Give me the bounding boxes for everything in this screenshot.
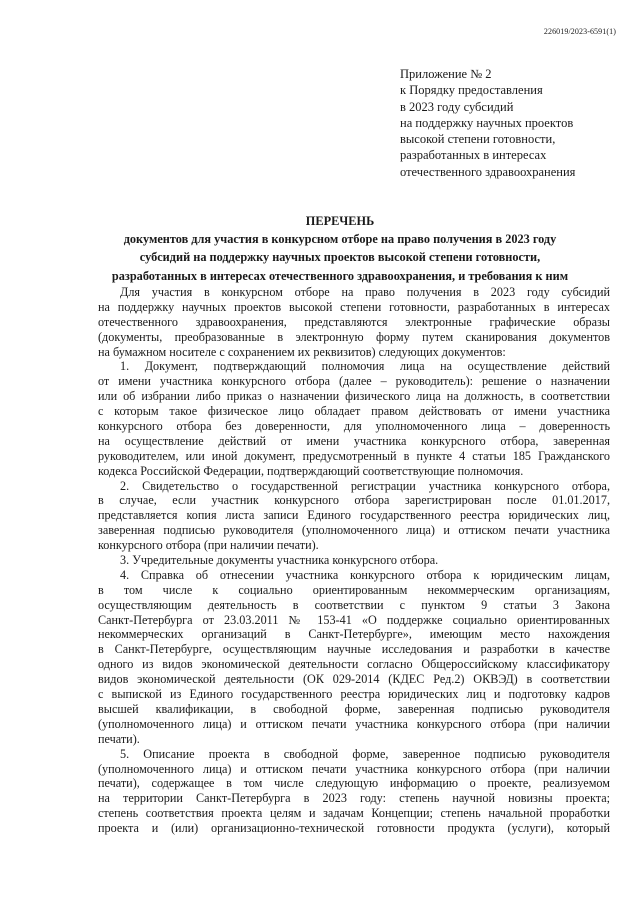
heading-line: субсидий на поддержку научных проектов высокой степени готовности,	[139, 250, 541, 265]
item-3-line: 3. Учредительные документы участника конкурсного отбора.	[120, 553, 439, 568]
heading-title: ПЕРЕЧЕНЬ	[305, 214, 375, 228]
item-1-line: кодекса Российской Федерации, подтверждающий соответствующие полномочия.	[98, 463, 524, 478]
appendix-line: к Порядку предоставления	[400, 83, 543, 98]
item-5-line: печати), содержащее в том числе следующую информацию о проекте, реализуемом	[98, 776, 610, 791]
item-4-line: видов экономической деятельности (ОК 029-2014 (КДЕС Ред.2) ОКВЭД) в соответствии	[98, 672, 610, 687]
item-5-line: 5. Описание проекта в свободной форме, заверенное подписью руководителя	[120, 746, 610, 761]
appendix-line: в 2023 году субсидий	[400, 99, 514, 114]
document-heading	[90, 212, 590, 285]
item-2-line: заверенная подписью руководителя (уполномоченного лица) и оттиском печати участника	[98, 523, 610, 538]
item-1-line: на осуществление действий от имени участника конкурсного отбора, заверенная	[98, 433, 610, 448]
item-4-line: высшей квалификации, в свободной форме, заверенная подписью руководителя	[98, 701, 610, 716]
appendix-line: Приложение № 2	[400, 67, 492, 81]
appendix-line: разработанных в интересах	[400, 148, 547, 163]
item-1-line: с которым такое физическое лицо обладает правом действовать от имени участника	[98, 404, 610, 419]
heading-line: разработанных в интересах отечественного здравоохранения, и требования к ним	[111, 268, 569, 283]
item-4-line: в Санкт-Петербурге, осуществляющим научные исследования и разработки в качестве	[98, 642, 610, 657]
paragraph-intro-line: на бумажном носителе с сохранением их реквизитов) следующих документов:	[98, 344, 506, 359]
document-body	[98, 285, 610, 836]
item-4-line: в том числе к социально ориентированным некоммерческим организациям,	[98, 582, 610, 597]
item-1-line: или об избрании либо приказ о назначении физического лица на должность, в соответствии	[98, 389, 610, 404]
item-4-line: одного из видов экономической деятельности согласно Общероссийскому классификатору	[98, 657, 610, 672]
item-1-line: 1. Документ, подтверждающий полномочия лица на осуществление действий	[120, 359, 610, 374]
appendix-line: отечественного здравоохранения	[400, 164, 576, 179]
heading-line: документов для участия в конкурсном отборе на право получения в 2023 году	[123, 232, 557, 247]
appendix-header	[400, 66, 625, 180]
item-1-line: руководителем, или иной документ, предусмотренный в пункте 4 статьи 185 Гражданского	[98, 448, 610, 463]
item-4-line: печати).	[98, 731, 140, 746]
item-4-line: 4. Справка об отнесении участника конкурсного отбора к юридическим лицам,	[120, 567, 610, 582]
item-1-line: от имени участника конкурсного отбора (далее – руководитель): решение о назначении	[98, 374, 610, 389]
item-4-line: (уполномоченного лица) и оттиском печати участника конкурсного отбора (при наличии	[98, 716, 610, 731]
paragraph-intro-line: на поддержку научных проектов высокой степени готовности, разработанных в интересах	[98, 299, 610, 314]
item-2-line: конкурсного отбора (при наличии печати).	[98, 538, 319, 553]
item-1-line: конкурсного отбора без доверенности, для уполномоченного лица – доверенность	[98, 419, 610, 434]
item-5-line: проекта и (или) организационно-технической готовности продукта (услуги), который	[98, 821, 610, 836]
item-5-line: (уполномоченного лица) и оттиском печати участника конкурсного отбора (при наличии	[98, 761, 610, 776]
paragraph-intro-line: отечественного здравоохранения, представляются электронные графические образы	[98, 314, 610, 329]
document-id: 226019/2023-6591(1)	[543, 27, 616, 36]
item-2-line: в случае, если участник конкурсного отбора зарегистрирован после 01.01.2017,	[98, 493, 610, 508]
item-4-line: некоммерческих организаций в Санкт-Петербурге», имеющим место нахождения	[98, 627, 610, 642]
item-4-line: осуществляющим деятельность в соответствии с пунктом 9 статьи 3 Закона	[98, 597, 610, 612]
appendix-line: на поддержку научных проектов	[400, 115, 574, 130]
item-2-line: 2. Свидетельство о государственной регистрации участника конкурсного отбора,	[120, 478, 610, 493]
item-4-line: с выпиской из Единого государственного реестра юридических лиц и подготовку кадров	[98, 687, 610, 702]
item-5-line: степень соответствия проекта целям и задачам Концепции; степень начальной проработки	[98, 806, 610, 821]
item-5-line: на территории Санкт-Петербурга в 2023 году: степень научной новизны проекта;	[98, 791, 610, 806]
paragraph-intro-line: (документы, преобразованные в электронную форму путем сканирования документов	[98, 329, 610, 344]
appendix-line: высокой степени готовности,	[400, 132, 556, 147]
item-4-line: Санкт-Петербурга от 23.03.2011 № 153-41 «О поддержке социально ориентированных	[98, 612, 610, 627]
paragraph-intro-line: Для участия в конкурсном отборе на право получения в 2023 году субсидий	[120, 285, 610, 299]
item-2-line: представляется копия листа записи Единого государственного реестра юридических лиц,	[98, 508, 610, 523]
